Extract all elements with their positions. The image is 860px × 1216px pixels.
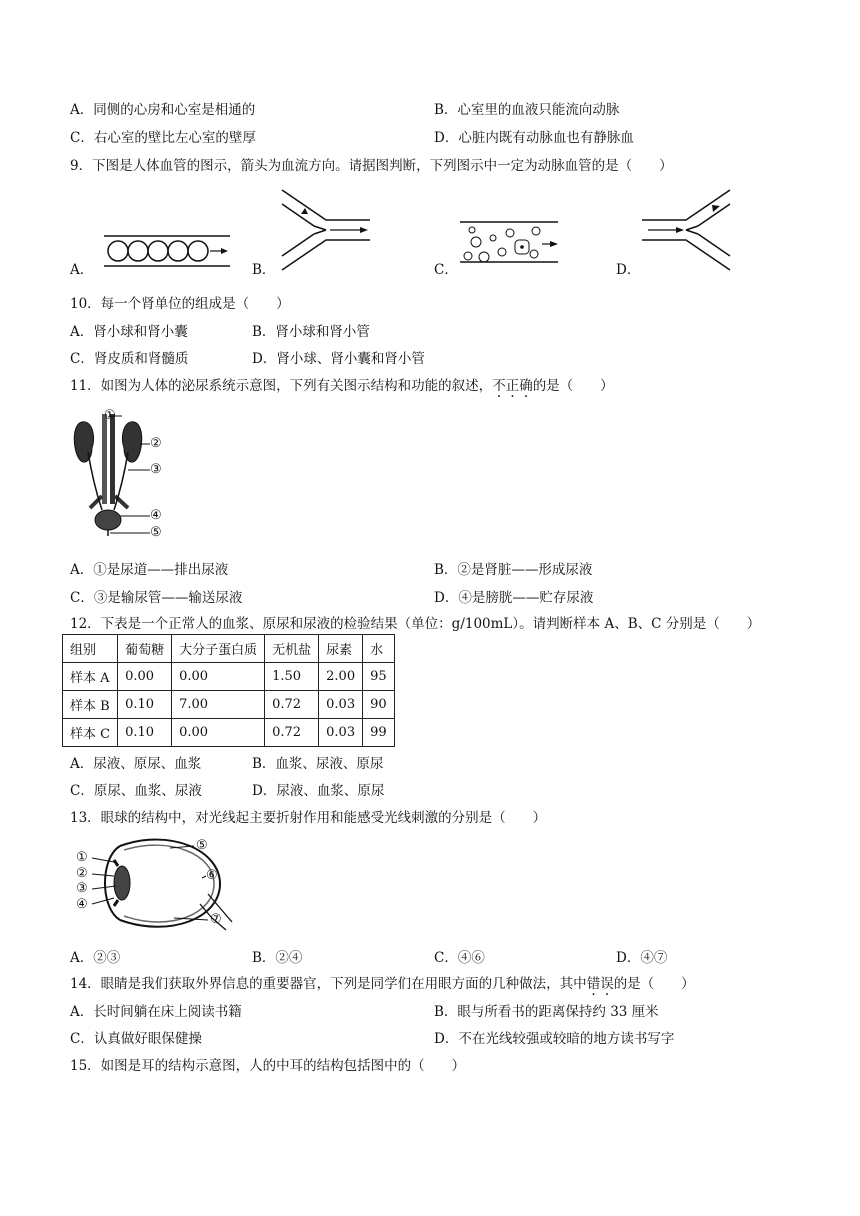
- q12-stem: 12．下表是一个正常人的血浆、原尿和尿液的检验结果（单位：g/100mL）。请判断样本 A、B、C 分别是（ ）: [70, 616, 761, 632]
- q9-label-c: C．: [434, 262, 458, 278]
- table-cell: 0.03: [319, 719, 363, 747]
- table-cell: 0.00: [172, 663, 265, 691]
- q13-stem: 13．眼球的结构中，对光线起主要折射作用和能感受光线刺激的分别是（ ）: [70, 810, 547, 826]
- q13-fig-label-2: ②: [76, 866, 88, 881]
- table-header-cell: 无机盐: [265, 635, 319, 663]
- table-cell: 0.72: [265, 719, 319, 747]
- q14-option-b: B．眼与所看书的距离保持约 33 厘米: [434, 1004, 659, 1020]
- q13-fig-label-3: ③: [76, 881, 88, 896]
- q13-fig-label-1: ①: [76, 850, 88, 865]
- table-header-cell: 水: [363, 635, 395, 663]
- q9-vessel-a-figure: [100, 232, 232, 272]
- table-cell: 1.50: [265, 663, 319, 691]
- q10-option-a: A．肾小球和肾小囊: [70, 324, 188, 340]
- table-cell: 90: [363, 691, 395, 719]
- q9-label-d: D．: [616, 262, 641, 278]
- q13-fig-label-7: ⑦: [210, 912, 222, 927]
- table-cell: 样本 B: [63, 691, 118, 719]
- q11-fig-label-3: ③: [150, 462, 162, 477]
- q10-stem: 10．每一个肾单位的组成是（ ）: [70, 296, 290, 312]
- q14-option-d: D．不在光线较强或较暗的地方读书写字: [434, 1031, 675, 1047]
- q12-option-c: C．原尿、血浆、尿液: [70, 783, 202, 799]
- q11-option-d: D．④是膀胱——贮存尿液: [434, 590, 594, 606]
- q11-fig-label-2: ②: [150, 436, 162, 451]
- q14-stem: 14．眼睛是我们获取外界信息的重要器官，下列是同学们在用眼方面的几种做法，其中错误的是（ ）: [70, 976, 695, 992]
- q9-vessel-d-figure: [640, 186, 740, 274]
- q11-option-b: B．②是肾脏——形成尿液: [434, 562, 593, 578]
- q8-option-c: C．右心室的壁比左心室的壁厚: [70, 130, 256, 146]
- table-cell: 2.00: [319, 663, 363, 691]
- table-header-cell: 组别: [63, 635, 118, 663]
- table-cell: 0.10: [118, 691, 172, 719]
- table-cell: 7.00: [172, 691, 265, 719]
- q11-stem: 11．如图为人体的泌尿系统示意图，下列有关图示结构和功能的叙述，不正确的是（ ）: [70, 378, 614, 394]
- q11-urinary-system-figure: [70, 406, 180, 542]
- q13-fig-label-6: ⑥: [206, 868, 218, 883]
- q9-label-b: B．: [252, 262, 276, 278]
- q10-option-b: B．肾小球和肾小管: [252, 324, 370, 340]
- q8-option-a: A．同侧的心房和心室是相通的: [70, 102, 256, 118]
- q15-stem: 15．如图是耳的结构示意图，人的中耳的结构包括图中的（ ）: [70, 1058, 466, 1074]
- q10-option-c: C．肾皮质和肾髓质: [70, 351, 189, 367]
- table-cell: 95: [363, 663, 395, 691]
- q14-option-a: A．长时间躺在床上阅读书籍: [70, 1004, 242, 1020]
- q13-fig-label-5: ⑤: [196, 838, 208, 853]
- q12-option-a: A．尿液、原尿、血浆: [70, 756, 202, 772]
- q9-label-a: A．: [70, 262, 94, 278]
- table-row: [63, 719, 395, 747]
- table-row: [63, 663, 395, 691]
- q12-option-d: D．尿液、血浆、原尿: [252, 783, 385, 799]
- table-cell: 样本 A: [63, 663, 118, 691]
- q13-option-b: B．②④: [252, 950, 303, 966]
- q11-option-a: A．①是尿道——排出尿液: [70, 562, 229, 578]
- table-cell: 样本 C: [63, 719, 118, 747]
- table-cell: 99: [363, 719, 395, 747]
- q11-fig-label-1: ①: [104, 408, 116, 423]
- q13-option-a: A．②③: [70, 950, 121, 966]
- table-header-cell: 尿素: [319, 635, 363, 663]
- q14-emphasis: 错误: [586, 976, 614, 992]
- table-row: [63, 691, 395, 719]
- table-header-cell: 大分子蛋白质: [172, 635, 265, 663]
- q11-fig-label-4: ④: [150, 508, 162, 523]
- q13-option-d: D．④⑦: [616, 950, 668, 966]
- q13-option-c: C．④⑥: [434, 950, 485, 966]
- table-cell: 0.10: [118, 719, 172, 747]
- q9-vessel-b-figure: [272, 186, 372, 274]
- table-header-cell: 葡萄糖: [118, 635, 172, 663]
- q9-stem: 9．下图是人体血管的图示，箭头为血流方向。请据图判断，下列图示中一定为动脉血管的是（ ）: [70, 158, 673, 174]
- q12-data-table: [62, 634, 395, 747]
- q13-fig-label-4: ④: [76, 897, 88, 912]
- table-cell: 0.03: [319, 691, 363, 719]
- table-cell: 0.72: [265, 691, 319, 719]
- q9-vessel-c-figure: [458, 216, 560, 268]
- table-cell: 0.00: [118, 663, 172, 691]
- q11-fig-label-5: ⑤: [150, 525, 162, 540]
- q8-option-d: D．心脏内既有动脉血也有静脉血: [434, 130, 634, 146]
- q14-option-c: C．认真做好眼保健操: [70, 1031, 202, 1047]
- q11-emphasis: 不正确: [492, 378, 533, 394]
- q11-option-c: C．③是输尿管——输送尿液: [70, 590, 243, 606]
- table-header-row: [63, 635, 395, 663]
- table-cell: 0.00: [172, 719, 265, 747]
- q10-option-d: D．肾小球、肾小囊和肾小管: [252, 351, 425, 367]
- q8-option-b: B．心室里的血液只能流向动脉: [434, 102, 620, 118]
- q12-option-b: B．血浆、尿液、原尿: [252, 756, 384, 772]
